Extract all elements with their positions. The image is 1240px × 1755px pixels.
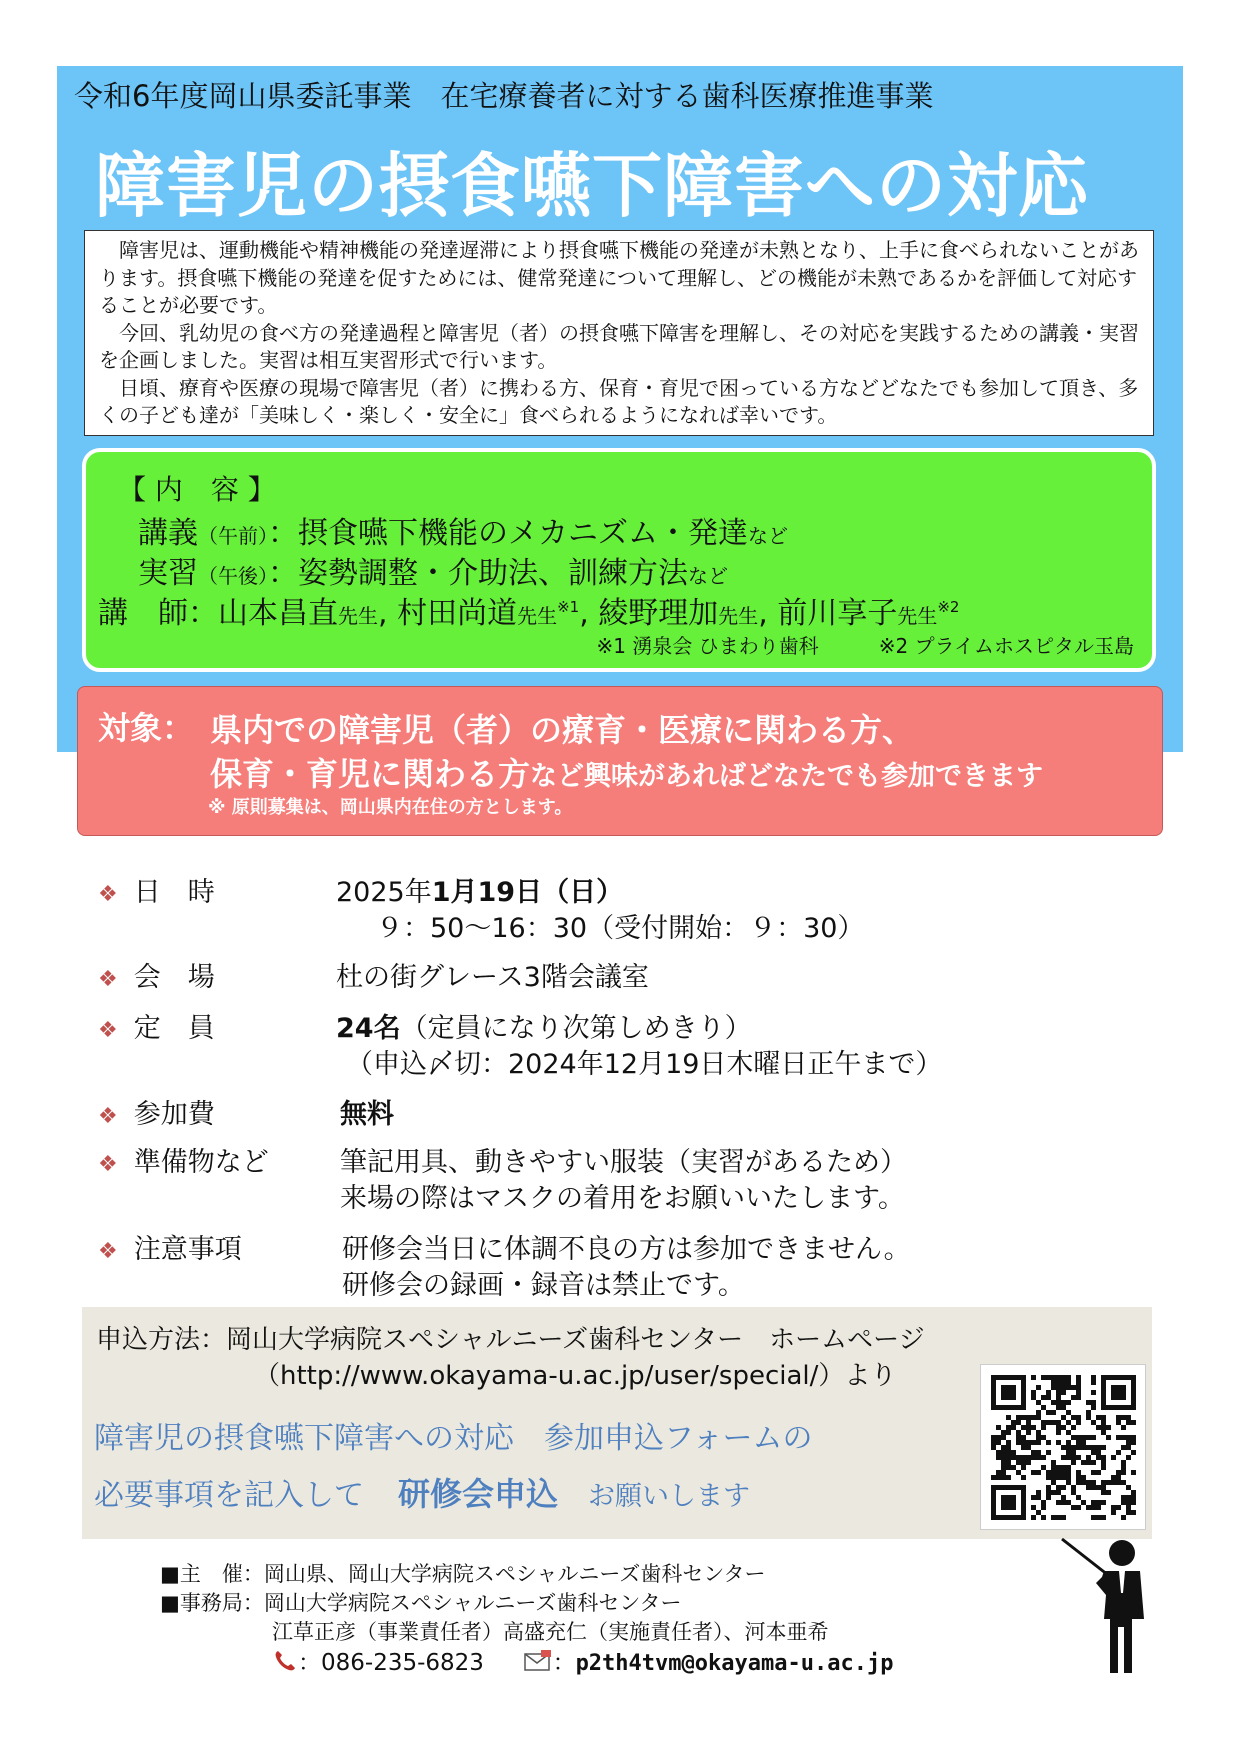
mail-icon bbox=[523, 1649, 553, 1679]
lecturer-2: 村田尚道 bbox=[397, 596, 518, 631]
intro-box bbox=[84, 230, 1154, 436]
content-heading: 【 内 容 】 bbox=[118, 473, 276, 506]
target-note: ※ 原則募集は、岡山県内在住の方とします。 bbox=[208, 797, 573, 818]
contact-line bbox=[272, 1644, 893, 1680]
form-line-2-a: 必要事項を記入して bbox=[94, 1478, 364, 1513]
capacity-label: 定 員 bbox=[133, 1013, 215, 1044]
content-box bbox=[82, 448, 1156, 672]
email-address[interactable]: p2th4tvm@okayama-u.ac.jp bbox=[575, 1651, 894, 1676]
qr-code[interactable] bbox=[980, 1364, 1146, 1530]
target-box bbox=[77, 686, 1163, 836]
intro-paragraph-3: 日頃、療育や医療の現場で障害児（者）に携わる方、保育・育児で困っている方などどなたでも参加して頂き、多くの子ども達が「美味しく・楽しく・安全に」食べられるようになれば幸いです。 bbox=[99, 375, 1139, 427]
office-line: ■事務局：岡山大学病院スペシャルニーズ歯科センター bbox=[160, 1591, 682, 1615]
items-line-1: 筆記用具、動きやすい服装（実習があるため） bbox=[340, 1147, 907, 1178]
notes-label-row bbox=[98, 1227, 242, 1266]
mark-1: ※1 bbox=[557, 598, 580, 616]
lecture-time: （午前） bbox=[198, 524, 268, 548]
mark-2: ※2 bbox=[937, 598, 960, 616]
deadline-value: （申込〆切：2024年12月19日木曜日正午まで） bbox=[346, 1049, 943, 1080]
items-label-row bbox=[98, 1140, 269, 1179]
form-line-2-b: 研修会申込 bbox=[398, 1475, 559, 1513]
phone-number: ：086-235-6823 bbox=[298, 1650, 484, 1676]
datetime-label-row bbox=[98, 870, 215, 909]
lecture-text: ：摂食嚥下機能のメカニズム・発達 bbox=[268, 516, 748, 551]
lecturer-3: 綾野理加 bbox=[598, 596, 719, 631]
capacity-value bbox=[336, 1006, 752, 1045]
lecturers-line: 講 師：山本昌直先生, 村田尚道先生$^{※1}$, 綾野理加先生, 前川享子先生$^{※2}$ bbox=[98, 596, 960, 631]
diamond-bullet-icon: ❖ bbox=[98, 1104, 118, 1129]
venue-value: 杜の街グレース3階会議室 bbox=[336, 962, 649, 993]
practice-label: 実習 bbox=[138, 556, 198, 591]
capacity-bold: 24名 bbox=[336, 1013, 401, 1044]
practice-time: （午後） bbox=[198, 564, 268, 588]
teacher-pointer-figure bbox=[1060, 1535, 1160, 1679]
notes-line-1: 研修会当日に体調不良の方は参加できません。 bbox=[342, 1234, 911, 1265]
target-line-2-main: 保育・育児に関わる方 bbox=[210, 755, 531, 793]
diamond-bullet-icon: ❖ bbox=[98, 1239, 118, 1264]
capacity-label-row bbox=[98, 1006, 215, 1045]
email-separator: ： bbox=[552, 1650, 576, 1676]
target-line-2 bbox=[210, 749, 1043, 795]
date-bold: 1月19日（日） bbox=[431, 877, 624, 908]
page-title: 障害児の摂食嚥下障害への対応 bbox=[95, 145, 1089, 227]
affiliation-2: ※2 プライムホスピタル玉島 bbox=[878, 634, 1134, 658]
diamond-bullet-icon: ❖ bbox=[98, 967, 118, 992]
lecturer-1: 山本昌直 bbox=[218, 596, 338, 631]
practice-text: ：姿勢調整・介助法、訓練方法 bbox=[268, 556, 688, 591]
form-line-2-c: お願いします bbox=[588, 1481, 751, 1512]
fee-value: 無料 bbox=[340, 1099, 394, 1130]
lecture-suffix: など bbox=[748, 524, 788, 548]
sensei-1: 先生 bbox=[338, 604, 378, 628]
items-line-2: 来場の際はマスクの着用をお願いいたします。 bbox=[340, 1183, 905, 1214]
sensei-3: 先生 bbox=[718, 604, 759, 628]
notes-line-2: 研修会の録画・録音は禁止です。 bbox=[342, 1270, 745, 1301]
affiliation-1: ※1 湧泉会 ひまわり歯科 bbox=[596, 634, 819, 658]
form-line-1: 障害児の摂食嚥下障害への対応 参加申込フォームの bbox=[94, 1421, 813, 1456]
date-value bbox=[336, 870, 623, 909]
time-value: ９：50～16：30（受付開始：９：30） bbox=[376, 913, 865, 944]
fee-label: 参加費 bbox=[133, 1099, 215, 1130]
diamond-bullet-icon: ❖ bbox=[98, 1152, 118, 1177]
lecturer-label: 講 師： bbox=[98, 596, 218, 631]
venue-label: 会 場 bbox=[133, 962, 215, 993]
target-line-1: 県内での障害児（者）の療育・医療に関わる方、 bbox=[210, 711, 915, 749]
date-prefix: 2025年 bbox=[336, 877, 432, 908]
diamond-bullet-icon: ❖ bbox=[98, 882, 118, 907]
application-method: 申込方法：岡山大学病院スペシャルニーズ歯科センター ホームページ bbox=[96, 1325, 925, 1355]
diamond-bullet-icon: ❖ bbox=[98, 1018, 118, 1043]
lecturer-4: 前川享子 bbox=[777, 596, 898, 631]
form-line-2 bbox=[94, 1469, 750, 1515]
staff-line: 江草正彦（事業責任者）高盛充仁（実施責任者）、河本亜希 bbox=[272, 1620, 829, 1644]
notes-label: 注意事項 bbox=[133, 1234, 242, 1265]
affiliation-notes bbox=[597, 630, 1134, 659]
target-label: 対象： bbox=[98, 709, 195, 747]
lecture-label: 講義 bbox=[138, 516, 198, 551]
items-label: 準備物など bbox=[133, 1147, 269, 1178]
practice-line bbox=[138, 548, 728, 592]
target-line-2-tail: など興味があればどなたでも参加できます bbox=[530, 761, 1044, 792]
capacity-note: （定員になり次第しめきり） bbox=[400, 1013, 752, 1044]
org-line: 令和6年度岡山県委託事業 在宅療養者に対する歯科医療推進事業 bbox=[74, 79, 934, 113]
intro-paragraph-2: 今回、乳幼児の食べ方の発達過程と障害児（者）の摂食嚥下障害を理解し、その対応を実践するための講義・実習を企画しました。実習は相互実習形式で行います。 bbox=[99, 320, 1139, 372]
venue-label-row bbox=[98, 955, 215, 994]
phone-icon bbox=[272, 1648, 298, 1680]
fee-label-row bbox=[98, 1092, 215, 1131]
qr-code-graphic bbox=[981, 1365, 1145, 1529]
application-url[interactable]: （http://www.okayama-u.ac.jp/user/special/）より bbox=[254, 1361, 897, 1391]
sensei-2: 先生 bbox=[517, 604, 558, 628]
practice-suffix: など bbox=[688, 564, 728, 588]
sensei-4: 先生 bbox=[897, 604, 938, 628]
host-line: ■主 催：岡山県、岡山大学病院スペシャルニーズ歯科センター bbox=[160, 1562, 766, 1586]
datetime-label: 日 時 bbox=[133, 877, 215, 908]
lecture-line bbox=[138, 508, 788, 552]
intro-paragraph-1: 障害児は、運動機能や精神機能の発達遅滞により摂食嚥下機能の発達が未熟となり、上手に食べられないことがあります。摂食嚥下機能の発達を促すためには、健常発達について理解し、どの機能が未熟であるかを評価して対応することが必要です。 bbox=[99, 238, 1139, 317]
